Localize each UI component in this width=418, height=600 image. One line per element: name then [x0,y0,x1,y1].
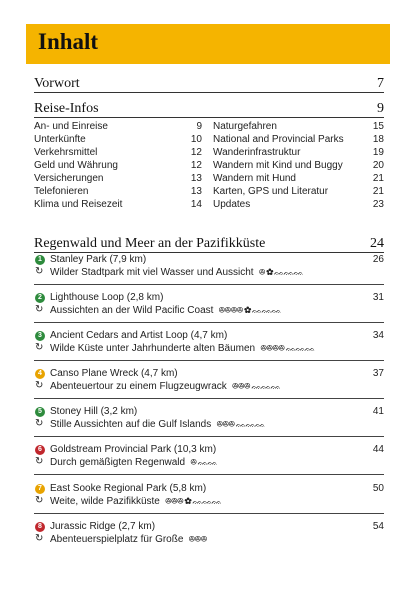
tour-description [50,534,206,545]
divider [34,92,384,93]
tour-description [50,457,217,468]
info-label: Versicherungen [34,173,104,184]
divider [34,360,384,361]
tour-symbol-icons: ꔮꔮꔮꔮ ᨐᨐᨐ [260,343,315,353]
info-entry[interactable] [213,121,384,133]
info-label: Klima und Reisezeit [34,199,123,210]
info-page: 10 [190,134,202,145]
info-page: 23 [372,199,384,210]
info-entry[interactable] [34,160,202,172]
info-label: Wandern mit Kind und Buggy [213,160,343,171]
tour-title: Goldstream Provincial Park (10,3 km) [50,444,217,455]
tour-entry[interactable] [34,406,384,440]
tour-page: 26 [372,254,384,265]
tour-title: Stanley Park (7,9 km) [50,254,147,265]
tour-entry[interactable] [34,483,384,517]
tour-symbol-icons: ꔮꔮꔮꔮ ✿ ᨐᨐᨐ [218,305,281,315]
info-page: 14 [190,199,202,210]
tour-description [50,305,281,316]
header-bar [26,24,390,64]
info-page: 9 [196,121,202,132]
divider [34,398,384,399]
tour-symbol-icons: ꔮꔮꔮ ✿ ᨐᨐᨐ [164,496,222,506]
divider [34,252,384,253]
tour-symbol-icons: ꔮꔮꔮ ᨐᨐᨐ [231,381,281,391]
divider [34,322,384,323]
tour-description [50,267,303,278]
info-page: 21 [372,186,384,197]
info-label: National and Provincial Parks [213,134,344,145]
info-label: Wandern mit Hund [213,173,296,184]
tour-entry[interactable] [34,254,384,288]
info-entry[interactable] [34,173,202,185]
tour-symbol-icons: ꔮ ✿ ᨐᨐᨐ [258,267,303,277]
info-page: 12 [190,147,202,158]
toc-entry-region[interactable] [34,236,384,252]
info-label: An- und Einreise [34,121,108,132]
info-label: Updates [213,199,251,210]
loop-icon: ↻ [35,304,44,315]
info-entry[interactable] [213,186,384,198]
info-page: 13 [190,173,202,184]
loop-icon: ↻ [35,533,44,544]
info-page: 19 [372,147,384,158]
info-label: Karten, GPS und Literatur [213,186,329,197]
tour-number-badge: 8 [35,522,45,532]
divider [34,284,384,285]
divider [34,117,384,118]
divider [34,436,384,437]
tour-title: Lighthouse Loop (2,8 km) [50,292,164,303]
tour-entry[interactable] [34,330,384,364]
tour-page: 34 [372,330,384,341]
tour-title: Jurassic Ridge (2,7 km) [50,521,156,532]
info-entry[interactable] [34,121,202,133]
info-label: Naturgefahren [213,121,277,132]
tour-description-text: Wilde Küste unter Jahrhunderte alten Bäumen [50,343,256,354]
tour-description-text: Stille Aussichten auf die Gulf Islands [50,419,212,430]
tour-entry[interactable] [34,444,384,478]
loop-icon: ↻ [35,495,44,506]
tour-symbol-icons: ꔮꔮꔮ ᨐᨐᨐ [216,419,265,429]
tour-number-badge: 5 [35,407,45,417]
tour-title: Ancient Cedars and Artist Loop (4,7 km) [50,330,228,341]
tour-number-badge: 3 [35,331,45,341]
info-entry[interactable] [213,160,384,172]
tour-description [50,343,315,354]
tour-symbol-icons: ꔮꔮꔮ [188,534,207,544]
tour-page: 31 [372,292,384,303]
loop-icon: ↻ [35,418,44,429]
tour-page: 44 [372,444,384,455]
tour-symbol-icons: ꔮ ᨐᨐ [190,457,217,467]
info-page: 21 [372,173,384,184]
tour-number-badge: 2 [35,293,45,303]
tour-description [50,496,221,507]
info-entry[interactable] [213,173,384,185]
vorwort-page: 7 [377,76,384,91]
loop-icon: ↻ [35,266,44,277]
info-entry[interactable] [34,134,202,146]
info-entry[interactable] [34,186,202,198]
info-page: 13 [190,186,202,197]
tour-page: 41 [372,406,384,417]
tour-entry[interactable] [34,521,384,555]
tour-page: 37 [372,368,384,379]
tour-entry[interactable] [34,292,384,326]
divider [34,513,384,514]
tour-description [50,419,265,430]
tour-description [50,381,280,392]
tour-page: 54 [372,521,384,532]
tour-description-text: Durch gemäßigten Regenwald [50,457,186,468]
info-page: 20 [372,160,384,171]
info-entry[interactable] [213,134,384,146]
info-entry[interactable] [213,199,384,211]
info-label: Telefonieren [34,186,89,197]
loop-icon: ↻ [35,342,44,353]
toc-entry-reise-infos[interactable] [34,101,384,117]
page-title: Inhalt [38,29,99,54]
info-label: Geld und Währung [34,160,118,171]
info-label: Verkehrsmittel [34,147,98,158]
reise-infos-label: Reise-Infos [34,101,99,116]
info-label: Wanderinfrastruktur [213,147,301,158]
tour-number-badge: 1 [35,255,45,265]
info-page: 18 [372,134,384,145]
info-entry[interactable] [34,199,202,211]
tour-description-text: Aussichten an der Wild Pacific Coast [50,305,214,316]
region-label: Regenwald und Meer an der Pazifikküste [34,236,266,251]
tour-title: Stoney Hill (3,2 km) [50,406,138,417]
region-page: 24 [370,236,384,251]
loop-icon: ↻ [35,456,44,467]
tour-number-badge: 4 [35,369,45,379]
tour-entry[interactable] [34,368,384,402]
divider [34,474,384,475]
tour-description-text: Abenteuertour zu einem Flugzeugwrack [50,381,227,392]
tour-number-badge: 7 [35,484,45,494]
reise-infos-page: 9 [377,101,384,116]
tour-number-badge: 6 [35,445,45,455]
info-label: Unterkünfte [34,134,86,145]
tour-description-text: Weite, wilde Pazifikküste [50,496,160,507]
info-page: 15 [372,121,384,132]
info-entry[interactable] [213,147,384,159]
loop-icon: ↻ [35,380,44,391]
info-entry[interactable] [34,147,202,159]
tour-description-text: Abenteuerspielplatz für Große [50,534,184,545]
info-page: 12 [190,160,202,171]
tour-page: 50 [372,483,384,494]
vorwort-label: Vorwort [34,76,80,91]
tour-title: Canso Plane Wreck (4,7 km) [50,368,178,379]
tour-title: East Sooke Regional Park (5,8 km) [50,483,207,494]
tour-description-text: Wilder Stadtpark mit viel Wasser und Aussicht [50,267,254,278]
toc-entry-vorwort[interactable] [34,76,384,92]
